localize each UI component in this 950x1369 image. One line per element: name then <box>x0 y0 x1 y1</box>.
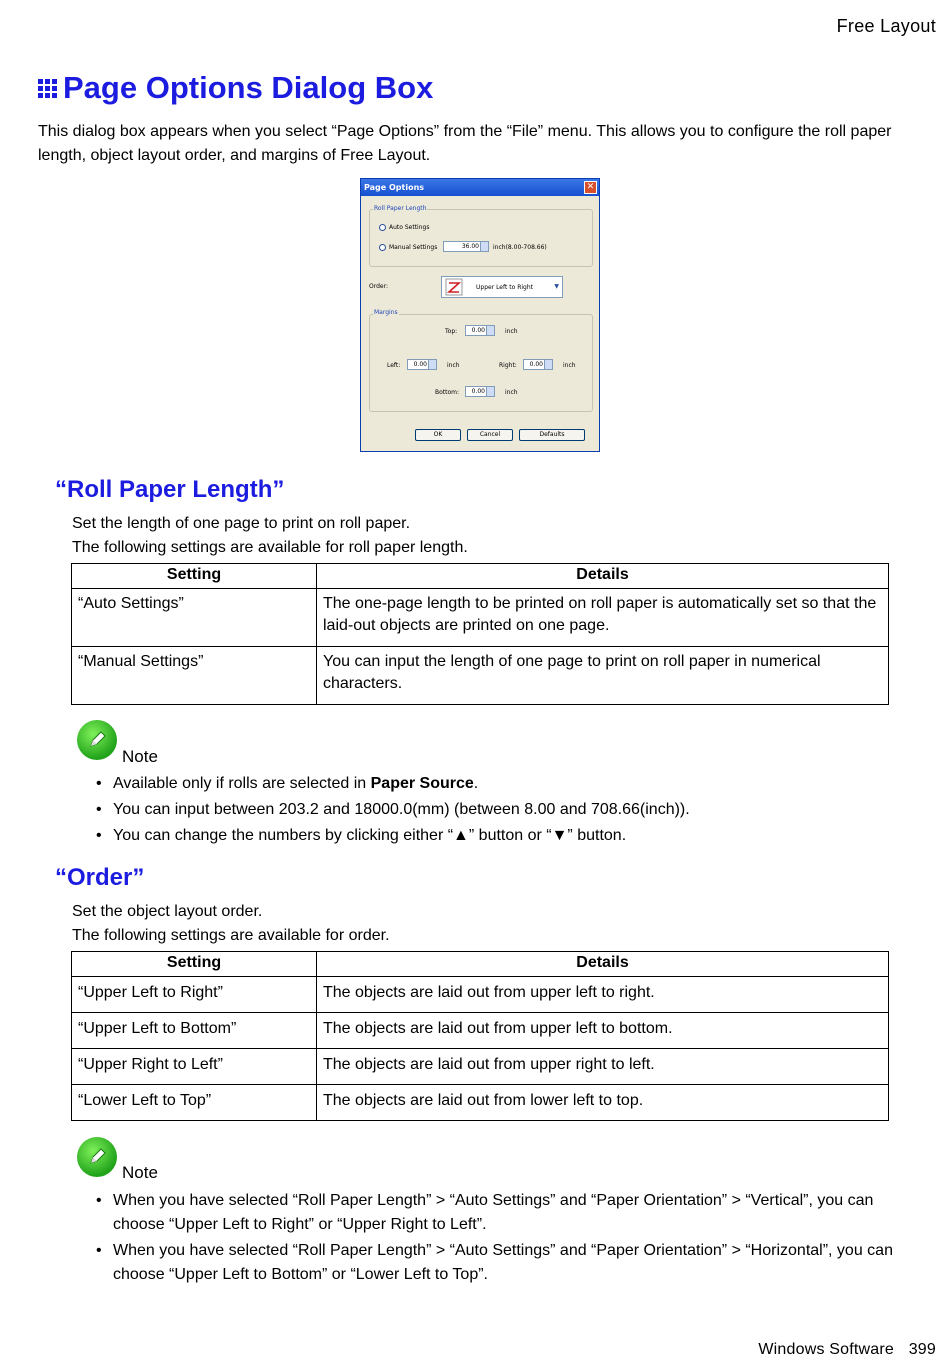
table-row <box>72 1049 889 1085</box>
list-item: • You can change the numbers by clicking either “▲” button or “▼” button. <box>96 824 896 848</box>
roll-paragraph-2: The following settings are available for roll paper length. <box>72 539 468 556</box>
table-row <box>72 647 889 705</box>
table-cell: “Lower Left to Top” <box>72 1085 317 1121</box>
order-paragraph-1: Set the object layout order. <box>72 903 263 920</box>
close-icon[interactable]: ✕ <box>584 181 597 194</box>
section-grid-icon <box>38 79 57 98</box>
bottom-unit: inch <box>505 389 518 396</box>
table-cell: The objects are laid out from upper left to bottom. <box>317 1013 889 1049</box>
order-label: Order: <box>369 283 388 290</box>
left-unit: inch <box>447 362 460 369</box>
table-cell: The objects are laid out from lower left to top. <box>317 1085 889 1121</box>
order-heading: “Order” <box>55 864 145 891</box>
table-row <box>72 1085 889 1121</box>
left-label: Left: <box>387 362 401 369</box>
bottom-label: Bottom: <box>435 389 460 396</box>
auto-settings-radio[interactable] <box>379 224 386 231</box>
roll-group-label: Roll Paper Length <box>374 205 427 212</box>
running-header: Free Layout <box>836 16 936 36</box>
roll-length-stepper[interactable]: 36.00 <box>443 241 489 252</box>
intro-paragraph: This dialog box appears when you select “Page Options” from the “File” menu. This allows you to configure the roll paper length, object layout order, and margins of Free Layout. <box>38 123 892 164</box>
order-note-list <box>96 1189 896 1289</box>
manual-settings-radio[interactable] <box>379 244 386 251</box>
list-item <box>96 772 896 796</box>
order-select-value: Upper Left to Right <box>476 284 533 291</box>
page-title <box>38 70 433 106</box>
margins-group-label: Margins <box>374 309 398 316</box>
paper-source-term: Paper Source <box>370 775 474 792</box>
table-cell: The objects are laid out from upper left to right. <box>317 977 889 1013</box>
page-footer <box>758 1341 936 1359</box>
list-item: • You can input between 203.2 and 18000.0(mm) (between 8.00 and 708.66(inch)). <box>96 798 896 822</box>
right-label: Right: <box>499 362 517 369</box>
table-cell: “Upper Left to Bottom” <box>72 1013 317 1049</box>
note-pencil-icon <box>77 720 117 760</box>
footer-section: Windows Software <box>758 1341 895 1358</box>
top-margin-stepper[interactable]: 0.00 <box>465 325 495 336</box>
list-item: • When you have selected “Roll Paper Length” > “Auto Settings” and “Paper Orientation” > “Vertical”, you can choose “Upper Left to Right” or “Upper Right to Left”. <box>96 1189 896 1237</box>
dialog-titlebar <box>361 179 599 196</box>
right-margin-stepper[interactable]: 0.00 <box>523 359 553 370</box>
table-header-row <box>72 952 889 977</box>
roll-paper-group <box>369 209 593 267</box>
ok-button[interactable]: OK <box>415 429 461 441</box>
left-margin-stepper[interactable]: 0.00 <box>407 359 437 370</box>
note-label: Note <box>122 1163 158 1182</box>
bottom-margin-stepper[interactable]: 0.00 <box>465 386 495 397</box>
note-pencil-icon <box>77 1137 117 1177</box>
roll-table <box>71 563 889 705</box>
table-row <box>72 977 889 1013</box>
table-cell: “Auto Settings” <box>72 589 317 647</box>
page-title-text: Page Options Dialog Box <box>63 70 434 105</box>
column-header: Details <box>317 952 889 977</box>
column-header: Setting <box>72 952 317 977</box>
note-text: . <box>473 775 479 792</box>
right-unit: inch <box>563 362 576 369</box>
note-text: Available only if rolls are selected in <box>113 775 371 792</box>
roll-length-range: inch(8.00-708.66) <box>493 244 547 251</box>
column-header: Details <box>317 564 889 589</box>
table-cell: The one-page length to be printed on roll paper is automatically set so that the laid-out objects are printed on one page. <box>317 589 889 647</box>
page-number: 399 <box>908 1341 936 1358</box>
top-unit: inch <box>505 328 518 335</box>
table-header-row <box>72 564 889 589</box>
column-header: Setting <box>72 564 317 589</box>
table-cell: “Upper Left to Right” <box>72 977 317 1013</box>
table-row <box>72 1013 889 1049</box>
list-item: • When you have selected “Roll Paper Length” > “Auto Settings” and “Paper Orientation” > “Horizontal”, you can choose “Upper Left to Bottom” or “Lower Left to Top”. <box>96 1239 896 1287</box>
roll-heading: “Roll Paper Length” <box>55 476 285 503</box>
order-z-icon <box>445 278 463 296</box>
chevron-down-icon: ▼ <box>554 283 559 290</box>
order-paragraph-2: The following settings are available for order. <box>72 927 390 944</box>
table-cell: You can input the length of one page to print on roll paper in numerical characters. <box>317 647 889 705</box>
table-cell: “Upper Right to Left” <box>72 1049 317 1085</box>
table-cell: “Manual Settings” <box>72 647 317 705</box>
note-label: Note <box>122 747 158 766</box>
order-table <box>71 951 889 1121</box>
page-options-dialog <box>360 178 600 452</box>
manual-settings-label: Manual Settings <box>389 244 438 251</box>
roll-note-list <box>96 772 896 850</box>
top-label: Top: <box>445 328 458 335</box>
roll-paragraph-1: Set the length of one page to print on roll paper. <box>72 515 411 532</box>
cancel-button[interactable]: Cancel <box>467 429 513 441</box>
table-cell: The objects are laid out from upper right to left. <box>317 1049 889 1085</box>
table-row <box>72 589 889 647</box>
dialog-title: Page Options <box>364 183 425 192</box>
order-select[interactable] <box>441 276 563 298</box>
auto-settings-label: Auto Settings <box>389 224 430 231</box>
defaults-button[interactable]: Defaults <box>519 429 585 441</box>
